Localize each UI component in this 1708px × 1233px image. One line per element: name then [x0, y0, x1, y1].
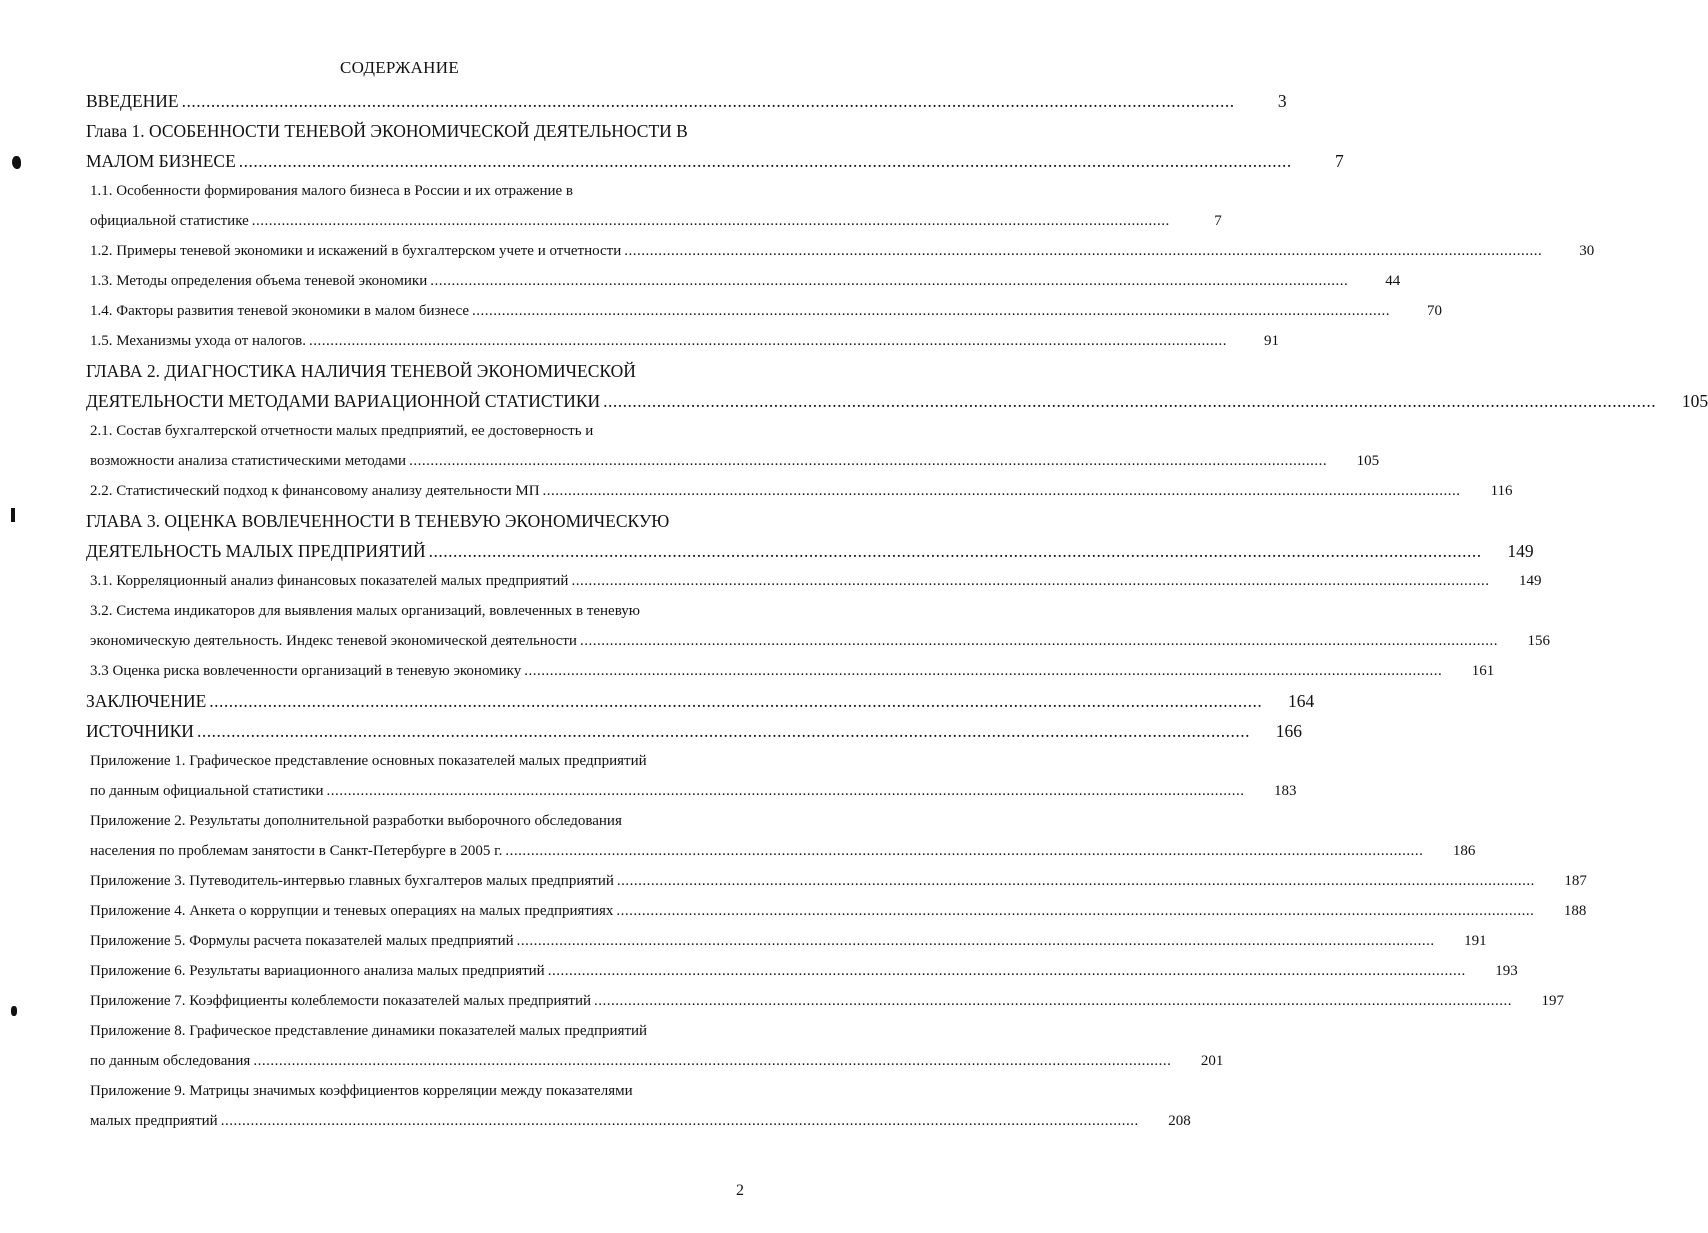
toc-entry-title: ДЕЯТЕЛЬНОСТЬ МАЛЫХ ПРЕДПРИЯТИЙ — [86, 541, 426, 561]
toc-entry-title: Приложение 5. Формулы расчета показателей малых предприятий — [90, 933, 514, 949]
toc-page-number: 3 — [1277, 91, 1287, 111]
dot-leader — [427, 266, 1348, 296]
toc-page-number: 186 — [1452, 843, 1476, 859]
scan-mark — [11, 1006, 17, 1016]
toc-page-number: 7 — [1335, 151, 1344, 171]
toc-entry-title: 3.2. Система индикаторов для выявления малых организаций, вовлеченных в теневую — [90, 603, 640, 619]
toc-entry-title: 2.1. Состав бухгалтерской отчетности малых предприятий, ее достоверность и — [90, 423, 594, 439]
dot-leader — [614, 866, 1535, 896]
toc-page-number: 105 — [1681, 391, 1708, 411]
toc-entry-title: ЗАКЛЮЧЕНИЕ — [86, 691, 207, 711]
toc-entry-title: ГЛАВА 2. ДИАГНОСТИКА НАЛИЧИЯ ТЕНЕВОЙ ЭКОНОМИЧЕСКОЙ — [86, 361, 636, 381]
toc-entry-title: 2.2. Статистический подход к финансовому анализу деятельности МП — [90, 483, 540, 499]
toc-entry[interactable] — [86, 236, 1595, 266]
dot-leader — [194, 716, 1250, 746]
toc-entry[interactable] — [86, 86, 1287, 116]
toc-entry[interactable] — [86, 806, 1476, 866]
toc-entry[interactable] — [86, 326, 1279, 356]
toc-entry-title: Приложение 9. Матрицы значимых коэффициентов корреляции между показателями — [90, 1083, 633, 1099]
dot-leader — [179, 86, 1235, 116]
dot-leader — [591, 986, 1512, 1016]
toc-entry-title: по данным обследования — [90, 1053, 251, 1069]
dot-leader — [426, 536, 1482, 566]
toc-entry-title: 3.1. Корреляционный анализ финансовых показателей малых предприятий — [90, 573, 569, 589]
dot-leader — [600, 386, 1656, 416]
toc-page-number: 193 — [1495, 963, 1518, 979]
toc-page-number: 208 — [1168, 1113, 1191, 1129]
dot-leader — [469, 296, 1390, 326]
toc-entry[interactable] — [86, 566, 1542, 596]
toc-page-number: 161 — [1471, 663, 1495, 679]
toc-page-number: 7 — [1214, 213, 1222, 229]
scan-mark — [11, 508, 15, 522]
toc-entry-title: МАЛОМ БИЗНЕСЕ — [86, 151, 236, 171]
toc-entry-title: экономическую деятельность. Индекс теневой экономической деятельности — [90, 633, 577, 649]
toc-entry[interactable] — [86, 476, 1513, 506]
toc-entry-title: Приложение 2. Результаты дополнительной разработки выборочного обследования — [90, 813, 622, 829]
toc-entry[interactable] — [86, 716, 1302, 746]
toc-entry[interactable] — [86, 956, 1518, 986]
table-of-contents — [86, 86, 1708, 1136]
toc-page-number: 187 — [1564, 873, 1587, 889]
toc-entry-title: Приложение 3. Путеводитель-интервью главных бухгалтеров малых предприятий — [90, 873, 614, 889]
toc-entry[interactable] — [86, 746, 1297, 806]
toc-entry[interactable] — [86, 506, 1534, 566]
dot-leader — [323, 776, 1244, 806]
toc-entry-title: ИСТОЧНИКИ — [86, 721, 194, 741]
dot-leader — [236, 146, 1292, 176]
toc-entry-title: Приложение 8. Графическое представление динамики показателей малых предприятий — [90, 1023, 648, 1039]
toc-entry-title: населения по проблемам занятости в Санкт-Петербурге в 2005 г. — [90, 843, 503, 859]
toc-entry-title: Глава 1. ОСОБЕННОСТИ ТЕНЕВОЙ ЭКОНОМИЧЕСКОЙ ДЕЯТЕЛЬНОСТИ В — [86, 121, 688, 141]
toc-entry[interactable] — [86, 1076, 1191, 1136]
toc-entry[interactable] — [86, 866, 1587, 896]
toc-page-number: 91 — [1263, 333, 1279, 349]
toc-page-number: 149 — [1518, 573, 1542, 589]
toc-entry-title: Приложение 7. Коэффициенты колеблемости показателей малых предприятий — [90, 993, 592, 1009]
toc-entry-title: 1.1. Особенности формирования малого бизнеса в России и их отражение в — [90, 183, 574, 199]
scan-mark — [12, 156, 21, 169]
dot-leader — [521, 656, 1442, 686]
dot-leader — [249, 206, 1170, 236]
toc-page-number: 188 — [1563, 903, 1587, 919]
dot-leader — [577, 626, 1498, 656]
toc-entry-title: ДЕЯТЕЛЬНОСТИ МЕТОДАМИ ВАРИАЦИОННОЙ СТАТИСТИКИ — [86, 391, 601, 411]
toc-entry-title: возможности анализа статистическими методами — [90, 453, 407, 469]
toc-page-number: 116 — [1490, 483, 1513, 499]
toc-entry-title: 1.4. Факторы развития теневой экономики в малом бизнесе — [90, 303, 469, 319]
toc-page-number: 166 — [1275, 721, 1302, 741]
toc-entry[interactable] — [86, 356, 1708, 416]
toc-entry-title: малых предприятий — [90, 1113, 218, 1129]
dot-leader — [540, 476, 1461, 506]
dot-leader — [514, 926, 1435, 956]
dot-leader — [406, 446, 1327, 476]
dot-leader — [621, 236, 1542, 266]
toc-entry[interactable] — [86, 686, 1315, 716]
toc-entry[interactable] — [86, 896, 1587, 926]
toc-page-number: 149 — [1507, 541, 1534, 561]
page-title: СОДЕРЖАНИЕ — [339, 58, 460, 77]
dot-leader — [613, 896, 1534, 926]
toc-entry[interactable] — [86, 416, 1380, 476]
toc-entry-title: ВВЕДЕНИЕ — [86, 91, 179, 111]
toc-page-number: 105 — [1356, 453, 1380, 469]
toc-page-number: 201 — [1200, 1053, 1224, 1069]
dot-leader — [206, 686, 1262, 716]
page-number: 2 — [736, 1182, 744, 1199]
toc-page-number: 164 — [1288, 691, 1315, 711]
toc-entry[interactable] — [86, 926, 1487, 956]
toc-entry-title: 3.3 Оценка риска вовлеченности организаций в теневую экономику — [90, 663, 522, 679]
toc-entry-title: 1.2. Примеры теневой экономики и искажений в бухгалтерском учете и отчетности — [90, 243, 622, 259]
toc-entry[interactable] — [86, 596, 1550, 656]
toc-entry-title: Приложение 4. Анкета о коррупции и теневых операциях на малых предприятиях — [90, 903, 614, 919]
toc-page-number: 70 — [1427, 303, 1442, 319]
toc-entry-title: по данным официальной статистики — [90, 783, 324, 799]
dot-leader — [545, 956, 1466, 986]
toc-entry-title: Приложение 6. Результаты вариационного анализа малых предприятий — [90, 963, 545, 979]
toc-entry[interactable] — [86, 176, 1222, 236]
dot-leader — [306, 326, 1227, 356]
toc-entry-title: 1.5. Механизмы ухода от налогов. — [90, 333, 306, 349]
dot-leader — [218, 1106, 1139, 1136]
toc-entry[interactable] — [86, 986, 1565, 1016]
dot-leader — [568, 566, 1489, 596]
toc-entry-title: ГЛАВА 3. ОЦЕНКА ВОВЛЕЧЕННОСТИ В ТЕНЕВУЮ ЭКОНОМИЧЕСКУЮ — [86, 511, 670, 531]
toc-page-number: 191 — [1464, 933, 1487, 949]
toc-page-number: 30 — [1579, 243, 1595, 259]
dot-leader — [250, 1046, 1171, 1076]
toc-entry[interactable] — [86, 1016, 1224, 1076]
toc-entry[interactable] — [86, 266, 1401, 296]
toc-entry[interactable] — [86, 656, 1495, 686]
toc-page-number: 183 — [1273, 783, 1297, 799]
toc-entry-title: официальной статистике — [90, 213, 249, 229]
toc-entry[interactable] — [86, 296, 1442, 326]
toc-page-number: 156 — [1527, 633, 1550, 649]
toc-entry-title: Приложение 1. Графическое представление основных показателей малых предприятий — [90, 753, 647, 769]
toc-page-number: 44 — [1385, 273, 1401, 289]
toc-entry-title: 1.3. Методы определения объема теневой экономики — [90, 273, 428, 289]
toc-page-number: 197 — [1541, 993, 1565, 1009]
toc-entry[interactable] — [86, 116, 1344, 176]
dot-leader — [502, 836, 1423, 866]
